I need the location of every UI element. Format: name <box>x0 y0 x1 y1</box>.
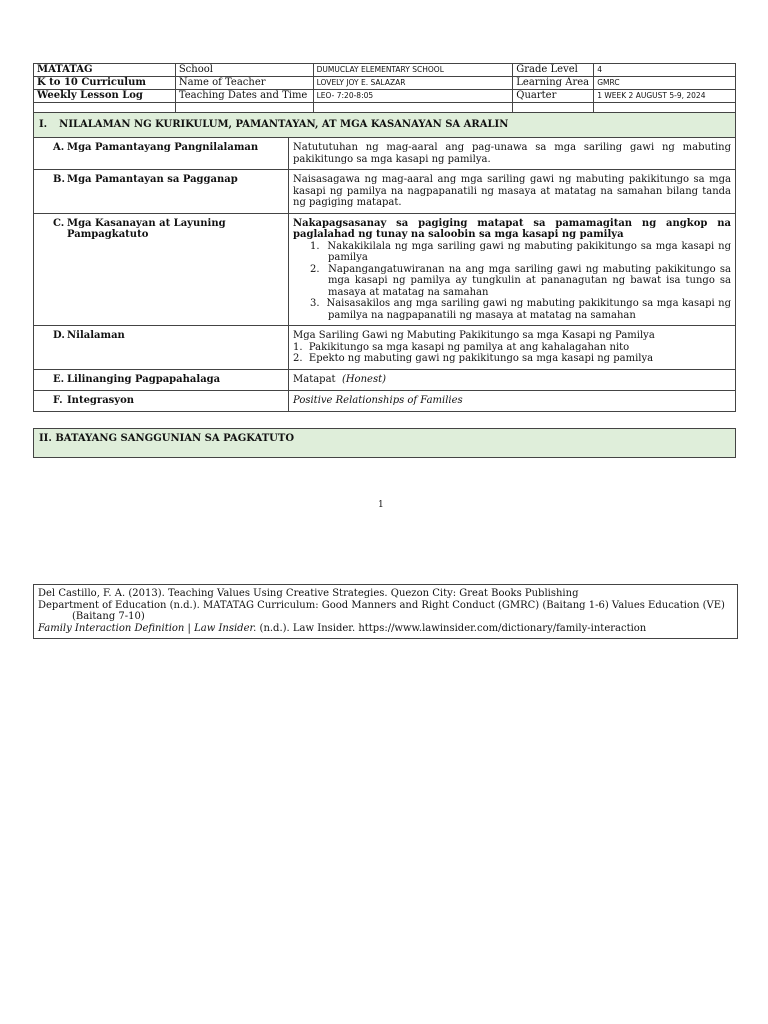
header-table <box>33 63 736 115</box>
learning-area-label: Learning Area <box>513 77 594 90</box>
list-item: 3. Naisasakilos ang mga sariling gawi ng mabuting pakikitungo sa mga kasapi ng pamilya na nagpapanatili ng masaya at matatag na samahan <box>310 298 731 321</box>
performance-standard-label: B. Mga Pamantayan sa Pagganap <box>34 170 289 214</box>
values-label: E. Lilinanging Pagpapahalaga <box>34 370 289 391</box>
dates-label: Teaching Dates and Time <box>175 90 313 103</box>
lesson-log-title: Weekly Lesson Log <box>34 90 176 103</box>
curriculum-title: MATATAG <box>34 64 176 77</box>
school-label: School <box>175 64 313 77</box>
dates-value: LEO- 7:20-8:05 <box>313 90 513 103</box>
grade-level-value: 4 <box>594 64 736 77</box>
table-row <box>34 170 736 214</box>
competencies-label: C. Mga Kasanayan at Layuning Pampagkatuto <box>34 213 289 326</box>
section-1-heading <box>33 112 736 138</box>
competencies-heading: Nakapagsasanay sa pagiging matapat sa pamamagitan ng angkop na paglalahad ng tunay na saloobin sa mga kasapi ng pamilya <box>293 217 731 240</box>
integration-label: F. Integrasyon <box>34 391 289 412</box>
content-heading: Mga Sariling Gawi ng Mabuting Pakikitungo sa mga Kasapi ng Pamilya <box>293 330 655 341</box>
section-1-title: NILALAMAN NG KURIKULUM, PAMANTAYAN, AT MGA KASANAYAN SA ARALIN <box>59 119 509 130</box>
content-standard-value: Natututuhan ng mag-aaral ang pag-unawa sa mga sariling gawi ng mabuting pakikitungo sa mga kasapi ng pamilya. <box>289 138 736 170</box>
table-row <box>34 391 736 412</box>
list-item: 1. Pakikitungo sa mga kasapi ng pamilya at ang kahalagahan nito <box>293 341 630 353</box>
curriculum-subtitle: K to 10 Curriculum <box>34 77 176 90</box>
teacher-value: LOVELY JOY E. SALAZAR <box>313 77 513 90</box>
content-value <box>289 326 736 370</box>
competencies-value <box>289 213 736 326</box>
quarter-label: Quarter <box>513 90 594 103</box>
teacher-label: Name of Teacher <box>175 77 313 90</box>
grade-level-label: Grade Level <box>513 64 594 77</box>
table-row <box>34 138 736 170</box>
reference-item: Family Interaction Definition | Law Insider. (n.d.). Law Insider. https://www.lawinsider.com/dictionary/family-interaction <box>38 622 647 634</box>
integration-value: Positive Relationships of Families <box>289 391 736 412</box>
list-item: 2. Epekto ng mabuting gawi ng pakikitungo sa mga kasapi ng pamilya <box>293 353 654 364</box>
table-row <box>34 213 736 326</box>
list-item: 1. Nakakikilala ng mga sariling gawi ng mabuting pakikitungo sa mga kasapi ng pamilya <box>310 240 731 263</box>
reference-item: Department of Education (n.d.). MATATAG Curriculum: Good Manners and Right Conduct (GMRC) (Baitang 1-6) Values Education (VE) <box>38 599 725 611</box>
content-label: D. Nilalaman <box>34 326 289 370</box>
page-number: 1 <box>378 500 384 510</box>
performance-standard-value: Naisasagawa ng mag-aaral ang mga sariling gawi ng mabuting pakikitungo sa mga kasapi ng pamilya na nagpapanatili ng masaya at matatag na samahan bilang tanda ng pagiging matapat. <box>289 170 736 214</box>
section-2-heading <box>33 428 736 458</box>
section-2-title: II. BATAYANG SANGGUNIAN SA PAGKATUTO <box>39 433 295 444</box>
table-row <box>34 326 736 370</box>
reference-continuation: (Baitang 7-10) <box>72 611 145 622</box>
list-item: 2. Napangangatuwiranan na ang mga sariling gawi ng mabuting pakikitungo sa mga kasapi ng pamilya ay tungkulin at pananagutan ng bawat isa tungo sa masaya at matatag na samahan <box>310 263 731 298</box>
reference-item: Del Castillo, F. A. (2013). Teaching Values Using Creative Strategies. Quezon City: Great Books Publishing <box>38 588 579 599</box>
curriculum-table <box>33 137 736 412</box>
learning-area-value: GMRC <box>594 77 736 90</box>
references-box <box>33 584 738 639</box>
table-row <box>34 370 736 391</box>
content-standard-label: A. Mga Pamantayang Pangnilalaman <box>34 138 289 170</box>
quarter-value: 1 WEEK 2 AUGUST 5-9, 2024 <box>594 90 736 103</box>
school-value: DUMUCLAY ELEMENTARY SCHOOL <box>313 64 513 77</box>
values-value: Matapat (Honest) <box>289 370 736 391</box>
section-1-number: I. <box>39 119 48 130</box>
